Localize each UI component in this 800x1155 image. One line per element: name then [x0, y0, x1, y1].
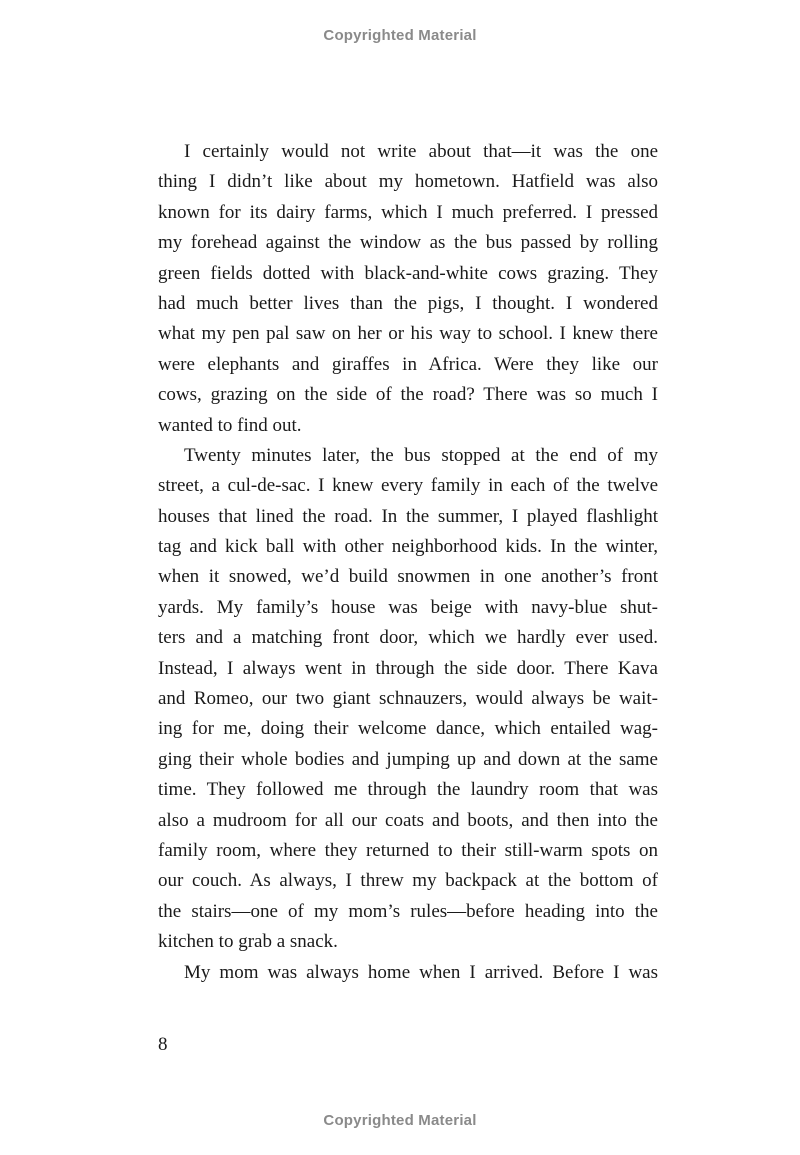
text-line: our couch. As always, I threw my backpack at the bottom of	[158, 870, 658, 892]
text-line: Twenty minutes later, the bus stopped at the end of my	[184, 444, 658, 466]
text-line: also a mudroom for all our coats and boots, and then into the	[158, 809, 658, 831]
text-line: my forehead against the window as the bus passed by rolling	[158, 232, 658, 254]
text-line: ging their whole bodies and jumping up and down at the same	[158, 748, 658, 770]
text-line: wanted to find out.	[158, 414, 302, 436]
text-line: kitchen to grab a snack.	[158, 931, 338, 953]
text-line: houses that lined the road. In the summer, I played flashlight	[158, 505, 658, 527]
paragraph-3	[158, 958, 658, 988]
text-line: My mom was always home when I arrived. Before I was	[184, 961, 658, 983]
text-line: ters and a matching front door, which we hardly ever used.	[158, 627, 658, 649]
text-line: when it snowed, we’d build snowmen in one another’s front	[158, 566, 658, 588]
copyright-watermark-top: Copyrighted Material	[323, 27, 477, 44]
text-line: family room, where they returned to their still-warm spots on	[158, 839, 658, 861]
text-line: Instead, I always went in through the side door. There Kava	[158, 657, 658, 679]
text-line: cows, grazing on the side of the road? There was so much I	[158, 384, 658, 406]
text-line: green fields dotted with black-and-white cows grazing. They	[158, 262, 658, 284]
copyright-watermark-bottom: Copyrighted Material	[323, 1112, 477, 1129]
paragraph-1	[158, 137, 658, 441]
text-line: thing I didn’t like about my hometown. Hatfield was also	[158, 171, 658, 193]
text-line: the stairs—one of my mom’s rules—before heading into the	[158, 900, 658, 922]
body-text	[158, 137, 658, 988]
page-number: 8	[158, 1034, 168, 1055]
text-line: were elephants and giraffes in Africa. Were they like our	[158, 353, 658, 375]
text-line: and Romeo, our two giant schnauzers, would always be wait-	[158, 688, 658, 710]
text-line: tag and kick ball with other neighborhood kids. In the winter,	[158, 536, 658, 558]
text-line: what my pen pal saw on her or his way to school. I knew there	[158, 323, 658, 345]
paragraph-2	[158, 441, 658, 958]
text-line: had much better lives than the pigs, I thought. I wondered	[158, 292, 658, 314]
text-line: time. They followed me through the laundry room that was	[158, 779, 658, 801]
text-line: street, a cul-de-sac. I knew every family in each of the twelve	[158, 475, 658, 497]
text-line: known for its dairy farms, which I much preferred. I pressed	[158, 201, 658, 223]
text-line: I certainly would not write about that—it was the one	[184, 141, 658, 162]
text-line: yards. My family’s house was beige with navy-blue shut-	[158, 596, 658, 618]
text-line: ing for me, doing their welcome dance, which entailed wag-	[158, 718, 658, 740]
